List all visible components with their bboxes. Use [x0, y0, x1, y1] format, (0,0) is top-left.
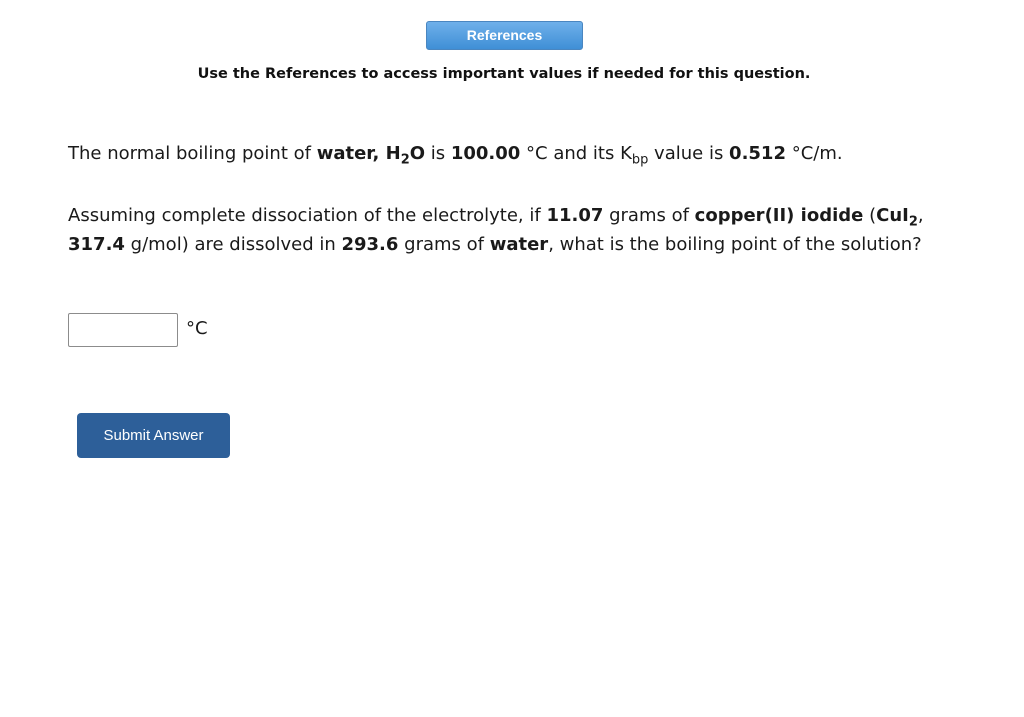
answer-unit: °C [186, 317, 208, 339]
solvent-mass: 293.6 [341, 234, 399, 255]
submit-answer-button[interactable]: Submit Answer [77, 413, 230, 458]
solvent-name: water [489, 234, 549, 255]
answer-input[interactable] [68, 313, 178, 347]
solute-name: copper(II) iodide [694, 205, 864, 226]
references-button[interactable]: References [426, 21, 583, 50]
answer-row [68, 313, 208, 347]
boiling-point-value: 100.00 [450, 143, 521, 164]
solute-mass: 11.07 [546, 205, 604, 226]
kbp-subscript: bp [631, 152, 649, 168]
references-instruction: Use the References to access important values if needed for this question. [197, 66, 811, 82]
question-line-boiling-point: The normal boiling point of water, $H_2O$ is 100.00 °C and its $K_{bp}$ value is 0.512 °C/m. [68, 143, 843, 168]
solute-formula: CuI$_2$ [876, 205, 918, 230]
question-paragraph: Assuming complete dissociation of the electrolyte, if 11.07 grams of copper(II) iodide (CuI$_2$, 317.4 g/mol) are dissolved in 293.6 grams of water, what is the boiling point of the solution? [68, 205, 924, 255]
water-formula: water, $H_2O$ [316, 143, 426, 168]
molar-mass: 317.4 [68, 234, 125, 255]
kbp-value: 0.512 [729, 143, 786, 164]
